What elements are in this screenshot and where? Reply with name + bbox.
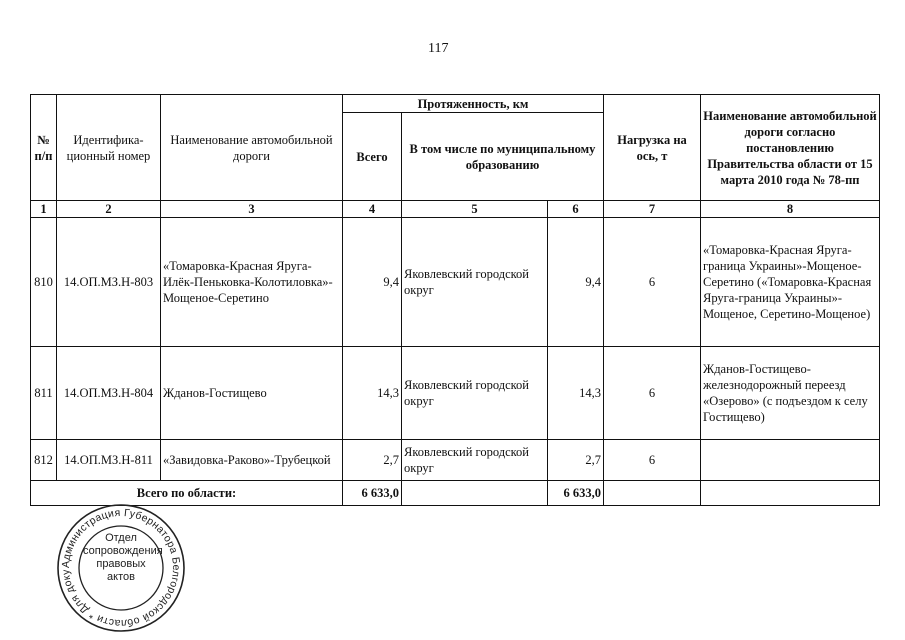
table-row <box>31 347 880 440</box>
table-row <box>31 218 880 347</box>
totals-empty <box>402 481 548 506</box>
page-number: 117 <box>428 41 449 56</box>
row-id: 14.ОП.МЗ.Н-804 <box>57 347 161 440</box>
table-row <box>31 440 880 481</box>
row-municipality: Яковлевский городской округ <box>402 218 548 347</box>
row-mun-length: 14,3 <box>548 347 604 440</box>
row-road-name: «Завидовка-Раково»-Трубецкой <box>161 440 343 481</box>
office-stamp <box>55 502 187 634</box>
header-num: № п/п <box>31 95 57 201</box>
row-mun-length: 2,7 <box>548 440 604 481</box>
stamp-center-text: Отдел сопровождения правовых актов <box>83 532 163 583</box>
row-id: 14.ОП.МЗ.Н-803 <box>57 218 161 347</box>
row-load: 6 <box>604 218 701 347</box>
column-number: 1 <box>31 201 57 218</box>
row-municipality: Яковлевский городской округ <box>402 347 548 440</box>
column-number: 3 <box>161 201 343 218</box>
row-total: 14,3 <box>343 347 402 440</box>
roads-table <box>30 94 880 506</box>
row-municipality: Яковлевский городской округ <box>402 440 548 481</box>
header-ident: Идентифика-ционный номер <box>57 95 161 201</box>
column-number: 4 <box>343 201 402 218</box>
row-num: 810 <box>31 218 57 347</box>
row-id: 14.ОП.МЗ.Н-811 <box>57 440 161 481</box>
header-including: В том числе по муниципальному образованию <box>402 113 604 201</box>
row-num: 811 <box>31 347 57 440</box>
column-number: 7 <box>604 201 701 218</box>
row-num: 812 <box>31 440 57 481</box>
column-number: 2 <box>57 201 161 218</box>
totals-label: Всего по области: <box>31 481 343 506</box>
totals-empty <box>701 481 880 506</box>
column-number: 5 <box>402 201 548 218</box>
header-axle-load: Нагрузка на ось, т <box>604 95 701 201</box>
header-total: Всего <box>343 113 402 201</box>
row-load: 6 <box>604 347 701 440</box>
header-resolution-name: Наименование автомобильной дороги согласно постановлению Правительства области от 15 марта 2010 года № 78-пп <box>701 95 880 201</box>
column-number: 6 <box>548 201 604 218</box>
row-total: 2,7 <box>343 440 402 481</box>
totals-total: 6 633,0 <box>343 481 402 506</box>
totals-mun-length: 6 633,0 <box>548 481 604 506</box>
row-load: 6 <box>604 440 701 481</box>
row-resolution-name <box>701 440 880 481</box>
row-total: 9,4 <box>343 218 402 347</box>
stamp-ring-text: Администрация Губернатора Белгородской области * Для доку <box>59 506 183 630</box>
row-resolution-name: Жданов-Гостищево-железнодорожный переезд «Озерово» (с подъездом к селу Гостищево) <box>701 347 880 440</box>
row-resolution-name: «Томаровка-Красная Яруга-граница Украины»-Мощеное-Серетино («Томаровка-Красная Яруга-граница Украины»-Мощеное, Серетино-Мощеное) <box>701 218 880 347</box>
column-number: 8 <box>701 201 880 218</box>
header-road-name: Наименование автомобильной дороги <box>161 95 343 201</box>
header-length-group: Протяженность, км <box>343 95 604 113</box>
row-road-name: Жданов-Гостищево <box>161 347 343 440</box>
row-road-name: «Томаровка-Красная Яруга-Илёк-Пеньковка-Колотиловка»-Мощеное-Серетино <box>161 218 343 347</box>
totals-empty <box>604 481 701 506</box>
row-mun-length: 9,4 <box>548 218 604 347</box>
